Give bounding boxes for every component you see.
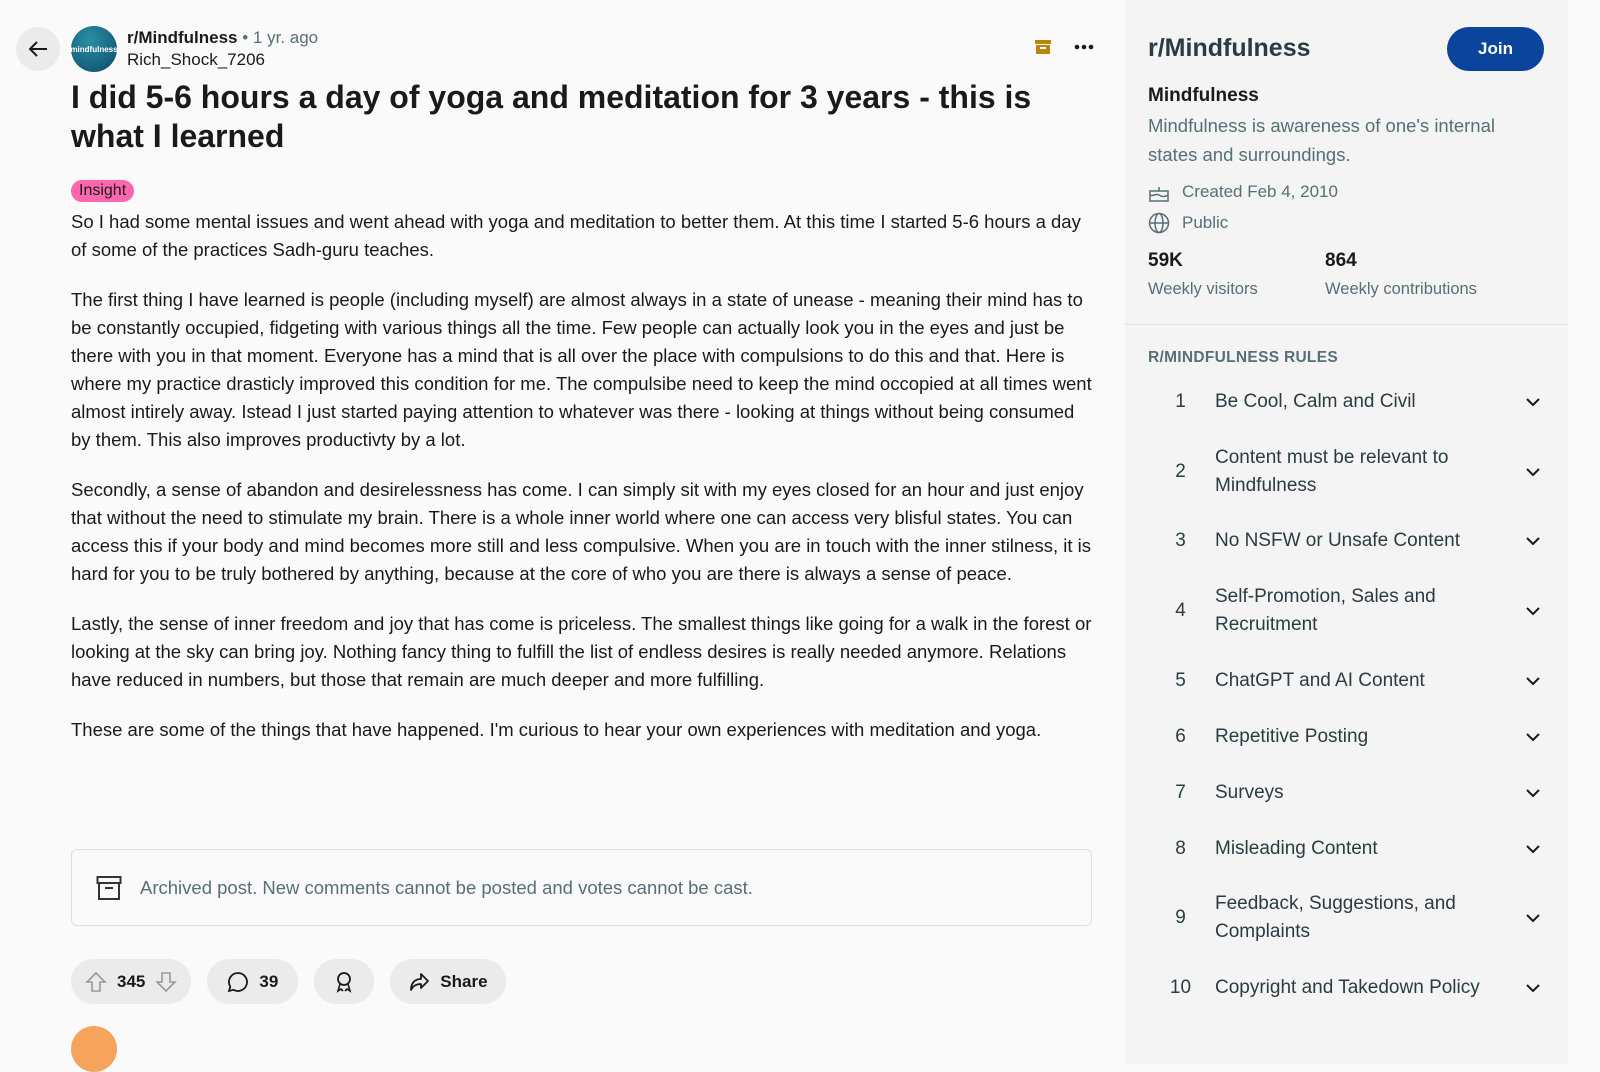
rule-number: 4 <box>1175 600 1186 621</box>
subreddit-avatar[interactable]: mindfulness <box>71 26 117 72</box>
paragraph: So I had some mental issues and went ahead with yoga and meditation to better them. At this time I started 5-6 hours a day of some of the practices Sadh-guru teaches. <box>71 211 1081 260</box>
paragraph: These are some of the things that have happened. I'm curious to hear your own experiences with meditation and yoga. <box>71 719 1042 740</box>
rule-title: No NSFW or Unsafe Content <box>1215 530 1460 551</box>
archived-notice <box>71 849 1092 926</box>
chevron-down-icon[interactable] <box>1518 788 1548 798</box>
chevron-down-icon[interactable] <box>1518 606 1548 616</box>
rule-item[interactable] <box>1148 779 1548 807</box>
rule-item[interactable] <box>1148 974 1548 1002</box>
community-name: Mindfulness <box>1148 85 1259 106</box>
rule-number: 10 <box>1169 977 1192 998</box>
chevron-down-icon[interactable] <box>1518 676 1548 686</box>
divider <box>1125 324 1568 325</box>
rule-number: 5 <box>1175 670 1186 691</box>
globe-icon <box>1148 212 1170 234</box>
stat-label: Weekly visitors <box>1148 280 1258 298</box>
vote-bar <box>71 959 191 1004</box>
rules-heading: R/MINDFULNESS RULES <box>1148 349 1338 366</box>
rule-title: ChatGPT and AI Content <box>1215 670 1425 691</box>
stat-value: 59K <box>1148 250 1183 271</box>
comments-button[interactable] <box>207 959 298 1004</box>
rule-item[interactable] <box>1148 444 1548 500</box>
rule-number: 7 <box>1175 782 1186 803</box>
author-link[interactable]: Rich_Shock_7206 <box>127 50 265 69</box>
paragraph: Secondly, a sense of abandon and desirelessness has come. I can simply sit with my eyes closed for an hour and just enjoy that without the need to stimulate my brain. There is a whole inner world where one can access very blisful states. You can access this if your body and mind becomes more still and less compulsive. When you are in touch with the inner stilness, it is hard for you to be truly bothered by anything, because at the core of who you are there is always a sense of peace. <box>71 479 1092 584</box>
rule-title: Feedback, Suggestions, and Complaints <box>1215 893 1456 942</box>
post-flair[interactable]: Insight <box>71 180 134 202</box>
chevron-down-icon[interactable] <box>1518 732 1548 742</box>
archive-icon <box>1034 38 1052 56</box>
chevron-down-icon[interactable] <box>1518 467 1548 477</box>
rule-number: 2 <box>1175 461 1186 482</box>
stat-label: Weekly contributions <box>1325 280 1477 298</box>
subreddit-sidebar <box>1125 0 1568 1064</box>
arrow-left-icon <box>27 38 49 60</box>
award-button[interactable] <box>314 959 374 1004</box>
sidebar-title[interactable]: r/Mindfulness <box>1148 34 1311 62</box>
stat-weekly-contributions <box>1325 250 1477 299</box>
paragraph: Lastly, the sense of inner freedom and joy that has come is priceless. The smallest things like going for a walk in the forest or looking at the sky can bring joy. Nothing fancy thing to fulfill the list of endless desires is really needed anymore. Relations have reduced in numbers, but those that remain are much deeper and more fulfilling. <box>71 613 1092 690</box>
rule-number: 9 <box>1175 907 1186 928</box>
vote-count: 345 <box>117 971 146 991</box>
rule-item[interactable] <box>1148 890 1548 946</box>
rule-item[interactable] <box>1148 583 1548 639</box>
share-label: Share <box>440 971 488 991</box>
archive-icon <box>96 875 122 901</box>
post-meta <box>127 27 318 71</box>
chevron-down-icon[interactable] <box>1518 397 1548 407</box>
share-button[interactable] <box>390 959 505 1004</box>
stat-weekly-visitors <box>1148 250 1258 299</box>
back-button[interactable] <box>16 27 60 71</box>
downvote-icon[interactable] <box>155 971 177 993</box>
rule-title: Content must be relevant to Mindfulness <box>1215 447 1449 496</box>
share-icon <box>408 971 430 993</box>
rule-number: 3 <box>1175 530 1186 551</box>
stat-value: 864 <box>1325 250 1357 271</box>
rule-title: Be Cool, Calm and Civil <box>1215 391 1416 412</box>
rule-title: Misleading Content <box>1215 838 1378 859</box>
chevron-down-icon[interactable] <box>1518 536 1548 546</box>
join-button[interactable]: Join <box>1447 27 1544 71</box>
rule-item[interactable] <box>1148 527 1548 555</box>
rule-item[interactable] <box>1148 388 1548 416</box>
award-icon <box>333 971 355 993</box>
comment-icon <box>227 971 249 993</box>
comment-count: 39 <box>259 971 279 991</box>
rule-number: 1 <box>1175 391 1186 412</box>
created-row <box>1148 181 1338 203</box>
rule-title: Copyright and Takedown Policy <box>1215 977 1480 998</box>
chevron-down-icon[interactable] <box>1518 913 1548 923</box>
rule-item[interactable] <box>1148 667 1548 695</box>
rule-number: 8 <box>1175 838 1186 859</box>
visibility: Public <box>1182 213 1229 232</box>
rule-number: 6 <box>1175 726 1186 747</box>
cake-icon <box>1148 181 1170 203</box>
visibility-row <box>1148 212 1228 234</box>
chevron-down-icon[interactable] <box>1518 983 1548 993</box>
rule-title: Surveys <box>1215 782 1284 803</box>
more-options-icon[interactable] <box>1074 44 1094 50</box>
rule-title: Self-Promotion, Sales and Recruitment <box>1215 586 1436 635</box>
community-description: Mindfulness is awareness of one's internal states and surroundings. <box>1148 115 1495 165</box>
upvote-icon[interactable] <box>85 971 107 993</box>
archived-text: Archived post. New comments cannot be posted and votes cannot be cast. <box>140 876 753 898</box>
paragraph: The first thing I have learned is people (including myself) are almost always in a state of unease - meaning their mind has to be constantly occupied, fidgeting with various things all the time. Few people can actually look you in the eyes and just be there with you in that moment. Everyone has a mind that is all over the place with compulsions to do this and that. Here is where my practice drasticly improved this condition for me. The compulsibe need to keep the mind occopied at all times went almost intirely away. Istead I just started paying attention to whatever was there - looking at things without being consumed by them. This also improves productivty by a lot. <box>71 289 1092 450</box>
commenter-avatar[interactable] <box>71 1026 117 1072</box>
rule-item[interactable] <box>1148 835 1548 863</box>
rule-item[interactable] <box>1148 723 1548 751</box>
post-time: • 1 yr. ago <box>242 28 319 47</box>
created-date: Created Feb 4, 2010 <box>1182 182 1338 201</box>
post-title: I did 5-6 hours a day of yoga and meditation for 3 years - this is what I learned <box>71 79 1032 154</box>
post-body <box>71 208 1096 766</box>
rule-title: Repetitive Posting <box>1215 726 1369 747</box>
subreddit-link[interactable]: r/Mindfulness <box>127 28 238 47</box>
chevron-down-icon[interactable] <box>1518 844 1548 854</box>
